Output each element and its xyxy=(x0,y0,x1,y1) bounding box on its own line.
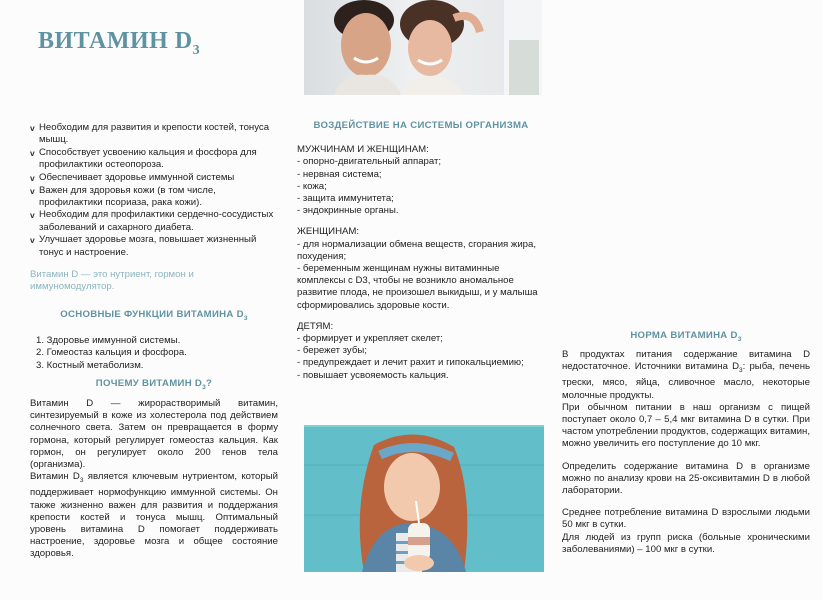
effects-heading: ВОЗДЕЙСТВИЕ НА СИСТЕМЫ ОРГАНИЗМА xyxy=(313,120,529,131)
group-title-women: ЖЕНЩИНАМ: xyxy=(297,226,360,238)
left-column xyxy=(30,122,278,561)
list-item: - эндокринные органы. xyxy=(297,205,399,217)
check-icon: v xyxy=(30,147,35,158)
list-item: - защита иммунитета; xyxy=(297,193,394,205)
list-item: v Улучшает здоровье мозга, повышает жизненный тонус и настроение. xyxy=(30,234,257,258)
list-item: - повышает усвояемость кальция. xyxy=(297,369,449,381)
why-paragraph-1: Витамин D — жирорастворимый витамин, синтезируемый в коже из холестерола под действием солнечного света. Затем он превращается в форму гормона, который регулирует гомеостаз кальция. Как гормон, он регулирует около 200 генов тела (организма). xyxy=(30,397,278,470)
why-paragraph-2: Витамин $D_3$ является ключевым нутриентом, который поддерживает нормофункцию иммунной системы. Он также жизненно важен для развития и поддержания крепости костей и тонуса мышц. Оптимальный уровень витамина D помогает поддерживать настроение, здоровье мозга и общее состояние здоровья. xyxy=(30,471,278,560)
couple-photo xyxy=(304,0,542,95)
group-title-children: ДЕТЯМ: xyxy=(297,320,334,332)
list-item: - кожа; xyxy=(297,180,327,192)
norm-paragraph-5: Для людей из групп риска (больные хроническими заболеваниями) – 100 мкг в сутки. xyxy=(562,531,810,555)
functions-list xyxy=(30,335,278,372)
list-item: - формирует и укрепляет скелет; xyxy=(297,333,443,345)
norm-paragraph-2: При обычном питании в наш организм с пищей поступает около 0,7 – 5,4 мкг витамина D в сутки. При частом употреблении продуктов, содержащих витамин, можно увеличить его поступление до 10 мкг. xyxy=(562,401,810,450)
list-item: - беременным женщинам нужны витаминные комплексы с D3, чтобы не возникло аномальное развитие плода, не произошел выкидыш, и у малыша сформировались здоровые кости. xyxy=(297,263,538,311)
list-item: - бережет зубы; xyxy=(297,345,367,357)
girl-photo xyxy=(304,425,544,572)
list-item: v Необходим для профилактики сердечно-сосудистых заболеваний и сахарного диабета. xyxy=(30,209,274,233)
list-item: - для нормализации обмена веществ, сгорания жира, похудения; xyxy=(297,238,537,262)
children-list xyxy=(297,333,545,382)
list-item: - нервная система; xyxy=(297,168,382,180)
benefits-list xyxy=(30,122,278,259)
list-item: - предупреждает и лечит рахит и гипокальциемию; xyxy=(297,357,524,369)
list-item: 2. Гомеостаз кальция и фосфора. xyxy=(36,347,187,359)
check-icon: v xyxy=(30,185,35,196)
adults-list xyxy=(297,156,545,217)
list-item: 1. Здоровье иммунной системы. xyxy=(36,335,181,347)
check-icon: v xyxy=(30,172,35,183)
middle-column xyxy=(297,120,545,382)
check-icon: v xyxy=(30,123,35,133)
right-column xyxy=(562,330,810,556)
why-heading: ПОЧЕМУ ВИТАМИН $D_3$? xyxy=(95,377,213,391)
list-item: v Важен для здоровья кожи (в том числе, профилактики псориаза, рака кожи). xyxy=(30,184,216,208)
nutrient-note: Витамин D — это нутриент, гормон и иммуномодулятор. xyxy=(30,268,194,292)
check-icon: v xyxy=(30,210,35,221)
check-icon: v xyxy=(30,235,35,246)
norm-heading: НОРМА ВИТАМИНА $D_3$ xyxy=(630,330,742,343)
norm-paragraph-1: В продуктах питания содержание витамина D недостаточное. Источники витамина $D_3$: рыба, печень трески, мясо, яйца, сливочное масло, некоторые молочные продукты. xyxy=(562,349,810,401)
list-item: - опорно-двигательный аппарат; xyxy=(297,156,442,168)
norm-paragraph-3: Определить содержание витамина D в организме можно по анализу крови на 25-оксивитамин D в любой лаборатории. xyxy=(562,460,810,497)
functions-heading: ОСНОВНЫЕ ФУНКЦИИ ВИТАМИНА $D_3$ xyxy=(60,309,248,323)
list-item: v Способствует усвоению кальция и фосфора для профилактики остеопороза. xyxy=(30,146,257,171)
list-item: v Обеспечивает здоровье иммунной системы xyxy=(30,171,235,183)
list-item: 3. Костный метаболизм. xyxy=(36,359,144,371)
list-item: v Необходим для развития и крепости костей, тонуса мышц. xyxy=(30,122,270,146)
norm-paragraph-4: Среднее потребление витамина D взрослыми людьми 50 мкг в сутки. xyxy=(562,507,810,531)
women-list xyxy=(297,239,545,312)
couple-illustration xyxy=(304,0,542,95)
group-title-adults: МУЖЧИНАМ И ЖЕНЩИНАМ: xyxy=(297,144,429,156)
page-title: ВИТАМИН $D_3$ xyxy=(38,28,201,58)
girl-illustration xyxy=(304,425,544,572)
